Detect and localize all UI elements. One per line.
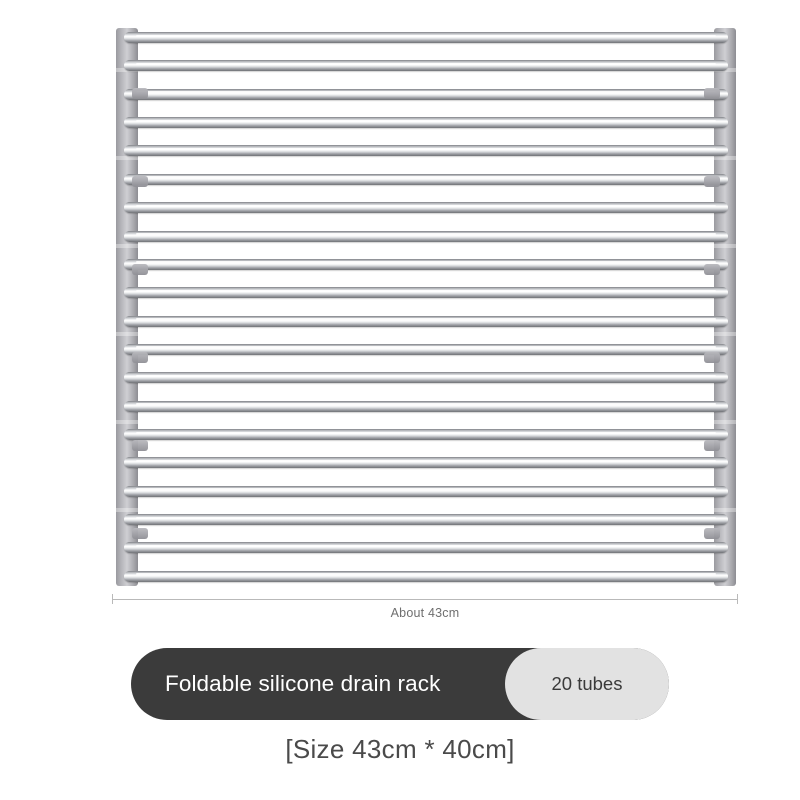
dimension-endcap-left: [112, 594, 113, 604]
tube: [124, 287, 728, 298]
tube-connector: [704, 88, 720, 99]
tube-connector: [704, 176, 720, 187]
tube-group: [124, 32, 728, 582]
tube-connector: [132, 264, 148, 275]
tube-connector: [704, 352, 720, 363]
dimension-line: [112, 599, 738, 600]
tube: [124, 89, 728, 100]
tube: [124, 344, 728, 355]
product-name-badge: [131, 648, 669, 720]
tube-connector: [132, 440, 148, 451]
dimension-label: About 43cm: [390, 606, 460, 620]
tube: [124, 231, 728, 242]
tube: [124, 117, 728, 128]
tube: [124, 372, 728, 383]
tube-count-chip: 20 tubes: [505, 648, 669, 720]
tube-connector: [132, 528, 148, 539]
tube: [124, 32, 728, 43]
tube: [124, 457, 728, 468]
width-dimension: [112, 598, 738, 618]
size-caption: [Size 43cm * 40cm]: [285, 734, 515, 764]
tube: [124, 202, 728, 213]
product-photo: [116, 28, 736, 586]
tube: [124, 60, 728, 71]
tube-connector: [704, 528, 720, 539]
tube: [124, 486, 728, 497]
tube: [124, 429, 728, 440]
tube-connector: [132, 176, 148, 187]
tube: [124, 259, 728, 270]
product-name-label: Foldable silicone drain rack: [165, 671, 441, 696]
tube: [124, 145, 728, 156]
tube-connector: [132, 88, 148, 99]
tube: [124, 316, 728, 327]
tube: [124, 174, 728, 185]
tube: [124, 514, 728, 525]
tube: [124, 401, 728, 412]
dimension-endcap-right: [737, 594, 738, 604]
tube-connector: [704, 264, 720, 275]
tube: [124, 542, 728, 553]
tube-connector: [704, 440, 720, 451]
tube: [124, 571, 728, 582]
tube-connector: [132, 352, 148, 363]
